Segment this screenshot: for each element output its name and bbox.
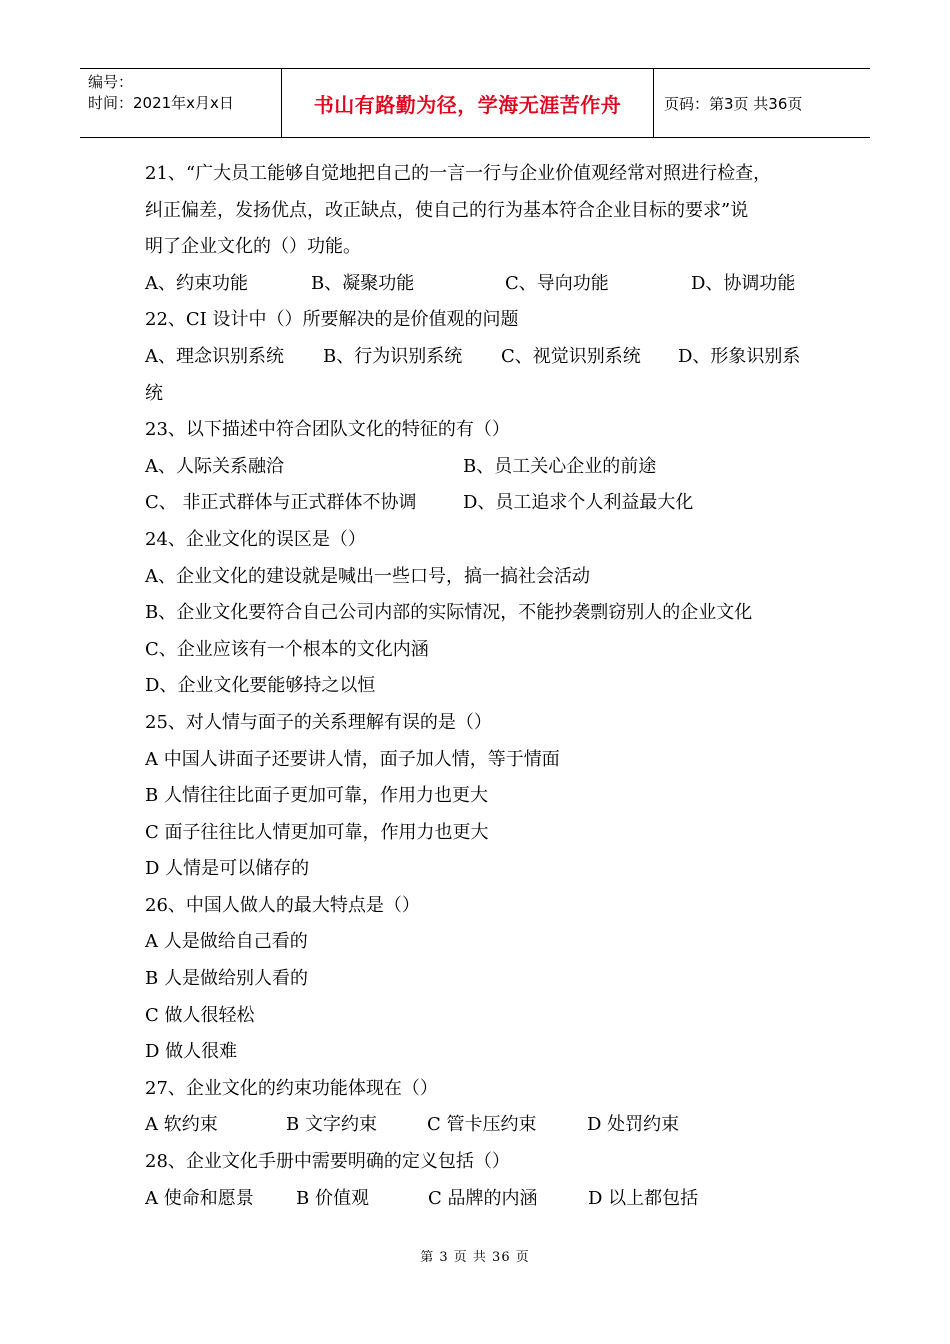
option-c: C、 非正式群体与正式群体不协调 <box>145 492 417 514</box>
question-28-stem: 28、企业文化手册中需要明确的定义包括（） <box>145 1151 510 1173</box>
question-25-option-d: D 人情是可以储存的 <box>145 858 310 880</box>
question-24-option-a: A、企业文化的建设就是喊出一些口号，搞一搞社会活动 <box>145 565 590 587</box>
option-d: D 处罚约束 <box>587 1114 680 1136</box>
option-a: A、理念识别系统 <box>145 345 284 367</box>
question-25-option-b: B 人情往往比面子更加可靠，作用力也更大 <box>145 785 488 807</box>
option-b: B、凝聚功能 <box>311 272 415 294</box>
option-b: B、行为识别系统 <box>323 345 463 367</box>
document-time-label: 时间：2021年x月x日 <box>88 94 234 112</box>
question-23-options-row-2 <box>145 485 810 522</box>
question-23-stem: 23、以下描述中符合团队文化的特征的有（） <box>145 419 510 441</box>
question-26-option-b: B 人是做给别人看的 <box>145 968 308 990</box>
option-c: C 品牌的内涵 <box>428 1187 538 1209</box>
question-26-option-c: C 做人很轻松 <box>145 1004 255 1026</box>
question-24-option-b: B、企业文化要符合自己公司内部的实际情况，不能抄袭剽窃别人的企业文化 <box>145 602 753 624</box>
option-d: D、员工追求个人利益最大化 <box>463 492 694 514</box>
question-27-options <box>145 1107 810 1144</box>
header-page-info: 页码：第3页 共36页 <box>664 94 803 113</box>
option-d: D、形象识别系 <box>678 345 801 367</box>
option-a: A 使命和愿景 <box>145 1187 254 1209</box>
question-22-options <box>145 339 810 376</box>
question-24-option-d: D、企业文化要能够持之以恒 <box>145 675 376 697</box>
document-number-label: 编号： <box>88 73 134 91</box>
question-24-option-c: C、企业应该有一个根本的文化内涵 <box>145 638 429 660</box>
option-c: C、视觉识别系统 <box>501 345 641 367</box>
option-d: D、协调功能 <box>691 272 796 294</box>
question-21-stem-line-2: 纠正偏差，发扬优点，改正缺点，使自己的行为基本符合企业目标的要求”说 <box>145 199 749 221</box>
option-b: B 文字约束 <box>286 1114 377 1136</box>
question-21-options <box>145 266 810 303</box>
page-header <box>80 68 870 138</box>
question-list <box>145 156 810 1217</box>
question-25-option-c: C 面子往往比人情更加可靠，作用力也更大 <box>145 821 489 843</box>
option-c: C、导向功能 <box>505 272 609 294</box>
option-c: C 管卡压约束 <box>427 1114 537 1136</box>
option-b: B 价值观 <box>296 1187 369 1209</box>
question-21-stem-line-3: 明了企业文化的（）功能。 <box>145 236 361 258</box>
option-a: A、约束功能 <box>145 272 248 294</box>
option-a: A、人际关系融洽 <box>145 455 284 477</box>
question-22-options-tail: 统 <box>145 382 163 404</box>
question-25-option-a: A 中国人讲面子还要讲人情，面子加人情，等于情面 <box>145 748 560 770</box>
question-28-options <box>145 1181 810 1218</box>
question-24-stem: 24、企业文化的误区是（） <box>145 528 366 550</box>
question-26-option-a: A 人是做给自己看的 <box>145 931 308 953</box>
question-21-stem-line-1: 21、“广大员工能够自觉地把自己的一言一行与企业价值观经常对照进行检查， <box>145 163 772 184</box>
header-motto: 书山有路勤为径，学海无涯苦作舟 <box>282 69 654 137</box>
header-meta <box>80 69 282 137</box>
question-26-option-d: D 做人很难 <box>145 1041 238 1063</box>
page-footer: 第 3 页 共 36 页 <box>420 1250 530 1265</box>
question-23-options-row-1 <box>145 449 810 486</box>
question-25-stem: 25、对人情与面子的关系理解有误的是（） <box>145 711 492 733</box>
option-a: A 软约束 <box>145 1114 218 1136</box>
option-d: D 以上都包括 <box>588 1187 699 1209</box>
question-27-stem: 27、企业文化的约束功能体现在（） <box>145 1077 438 1099</box>
question-26-stem: 26、中国人做人的最大特点是（） <box>145 894 420 916</box>
question-22-stem: 22、CI 设计中（）所要解决的是价值观的问题 <box>145 309 519 331</box>
option-b: B、员工关心企业的前途 <box>463 455 657 477</box>
